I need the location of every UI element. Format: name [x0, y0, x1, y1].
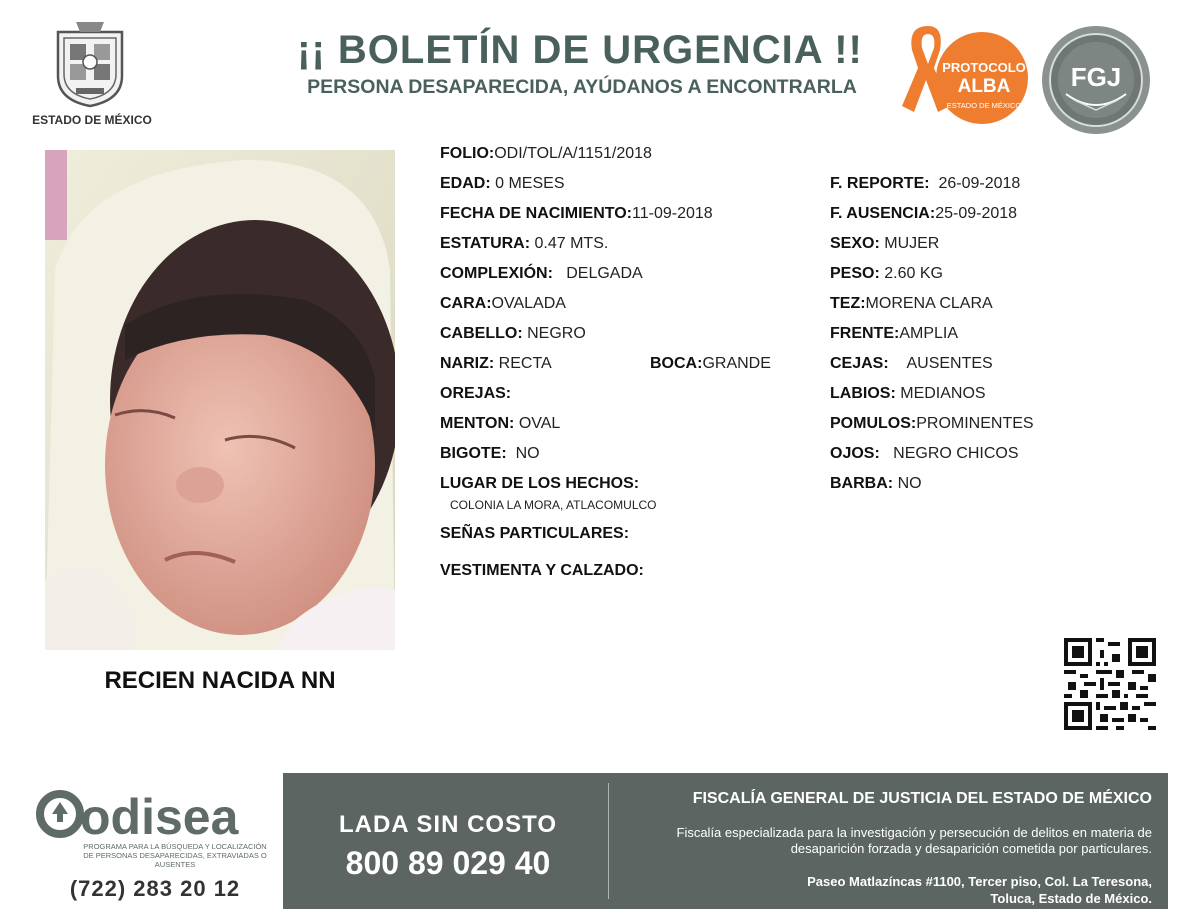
- field-cara: [440, 294, 566, 314]
- field-value: DELGADA: [566, 265, 643, 282]
- field-value: 26-09-2018: [938, 175, 1021, 192]
- field-value: AUSENTES: [906, 355, 993, 372]
- field-label: VESTIMENTA Y CALZADO:: [440, 562, 644, 579]
- field-peso: [830, 264, 943, 284]
- odisea-wordmark: odisea: [80, 789, 239, 845]
- field-label: FRENTE:: [830, 325, 900, 342]
- fiscalia-address: [612, 873, 1152, 907]
- field-sexo: [830, 234, 939, 254]
- alba-line1: PROTOCOLO: [942, 60, 1026, 75]
- field-value: GRANDE: [702, 355, 771, 372]
- field-label: OJOS:: [830, 445, 880, 462]
- field-label: EDAD:: [440, 175, 491, 192]
- field-label: BARBA:: [830, 475, 894, 492]
- field-value: MEDIANOS: [900, 385, 986, 402]
- field-label: OREJAS:: [440, 385, 512, 402]
- footer-divider: [608, 783, 609, 899]
- field-value: PROMINENTES: [916, 415, 1034, 432]
- field-label: NARIZ:: [440, 355, 495, 372]
- protocolo-alba-ribbon-icon: [898, 20, 1030, 134]
- bulletin-title: ¡¡ BOLETÍN DE URGENCIA !!: [297, 28, 863, 72]
- field-value: OVAL: [518, 415, 561, 432]
- field-label: ESTATURA:: [440, 235, 531, 252]
- field-label: COMPLEXIÓN:: [440, 265, 553, 282]
- field-lugar-hechos: [440, 474, 639, 494]
- field-label: LUGAR DE LOS HECHOS:: [440, 475, 640, 492]
- estado-label: ESTADO DE MÉXICO: [32, 113, 152, 127]
- field-pomulos: [830, 414, 1034, 434]
- field-estatura: [440, 234, 608, 254]
- odisea-logo-icon: [36, 788, 272, 872]
- field-folio: [440, 144, 652, 164]
- field-label: FECHA DE NACIMIENTO:: [440, 205, 632, 222]
- field-label: LABIOS:: [830, 385, 896, 402]
- field-label: MENTON:: [440, 415, 515, 432]
- lada-number[interactable]: 800 89 029 40: [345, 845, 551, 881]
- field-label: BOCA:: [650, 355, 703, 372]
- field-label: CABELLO:: [440, 325, 523, 342]
- alba-line3: ESTADO DE MÉXICO: [946, 101, 1022, 110]
- field-value: 0.47 MTS.: [534, 235, 609, 252]
- field-label: PESO:: [830, 265, 880, 282]
- alba-line2: ALBA: [957, 76, 1011, 97]
- field-value: MUJER: [884, 235, 940, 252]
- field-cejas: [830, 354, 993, 374]
- field-value: ODI/TOL/A/1151/2018: [494, 145, 652, 162]
- field-value: 11-09-2018: [632, 205, 713, 222]
- field-fecha-nacimiento: [440, 204, 713, 224]
- field-label: SEÑAS PARTICULARES:: [440, 525, 630, 542]
- field-label: CARA:: [440, 295, 492, 312]
- field-complexion: [440, 264, 643, 284]
- field-label: CEJAS:: [830, 355, 889, 372]
- phone-local[interactable]: (722) 283 20 12: [69, 876, 241, 901]
- field-label: POMULOS:: [830, 415, 917, 432]
- field-value: 2.60 KG: [884, 265, 943, 282]
- fiscalia-title: FISCALÍA GENERAL DE JUSTICIA DEL ESTADO DE MÉXICO: [692, 790, 1152, 807]
- field-label: TEZ:: [830, 295, 866, 312]
- qr-code-icon[interactable]: [1064, 638, 1156, 730]
- field-value: OVALADA: [491, 295, 566, 312]
- fgj-badge-icon: [1040, 24, 1152, 136]
- person-photo: [45, 150, 395, 650]
- field-label: F. REPORTE:: [830, 175, 930, 192]
- field-tez: [830, 294, 993, 314]
- field-value: AMPLIA: [899, 325, 959, 342]
- field-value: 25-09-2018: [935, 205, 1018, 222]
- field-cabello: [440, 324, 586, 344]
- field-boca: [650, 354, 771, 374]
- lugar-detalle: COLONIA LA MORA, ATLACOMULCO: [450, 498, 657, 512]
- field-f-ausencia: [830, 204, 1017, 224]
- field-value: NEGRO: [527, 325, 586, 342]
- field-f-reporte: [830, 174, 1020, 194]
- field-menton: [440, 414, 560, 434]
- field-value: NO: [897, 475, 922, 492]
- field-orejas: [440, 384, 511, 404]
- lada-label: LADA SIN COSTO: [338, 811, 557, 838]
- estado-mexico-seal-icon: [50, 18, 130, 110]
- field-label: BIGOTE:: [440, 445, 507, 462]
- field-label: FOLIO:: [440, 145, 495, 162]
- field-labios: [830, 384, 986, 404]
- field-frente: [830, 324, 958, 344]
- field-value: NEGRO CHICOS: [893, 445, 1019, 462]
- field-nariz: [440, 354, 552, 374]
- bulletin-subtitle: PERSONA DESAPARECIDA, AYÚDANOS A ENCONTRARLA: [307, 76, 857, 98]
- address-line-1: Paseo Matlazíncas #1100, Tercer piso, Col. La Teresona,: [807, 874, 1152, 889]
- field-label: F. AUSENCIA:: [830, 205, 936, 222]
- field-bigote: [440, 444, 540, 464]
- field-ojos: [830, 444, 1018, 464]
- field-edad: [440, 174, 564, 194]
- person-name: RECIEN NACIDA NN: [104, 667, 336, 694]
- fgj-text: FGJ: [1070, 62, 1122, 92]
- field-vestimenta: [440, 561, 644, 581]
- field-label: SEXO:: [830, 235, 880, 252]
- field-value: MORENA CLARA: [865, 295, 993, 312]
- field-barba: [830, 474, 922, 494]
- field-value: RECTA: [498, 355, 552, 372]
- field-value: 0 MESES: [495, 175, 565, 192]
- field-senas-particulares: [440, 524, 629, 544]
- field-value: NO: [515, 445, 540, 462]
- fiscalia-description: Fiscalía especializada para la investigación y persecución de delitos en materia de desaparición forzada y desaparición cometida por particulares.: [676, 825, 1152, 856]
- odisea-tagline: PROGRAMA PARA LA BÚSQUEDA Y LOCALIZACIÓN DE PERSONAS DESAPARECIDAS, EXTRAVIADAS O AUSENTES: [83, 842, 267, 869]
- address-line-2: Toluca, Estado de México.: [990, 891, 1152, 906]
